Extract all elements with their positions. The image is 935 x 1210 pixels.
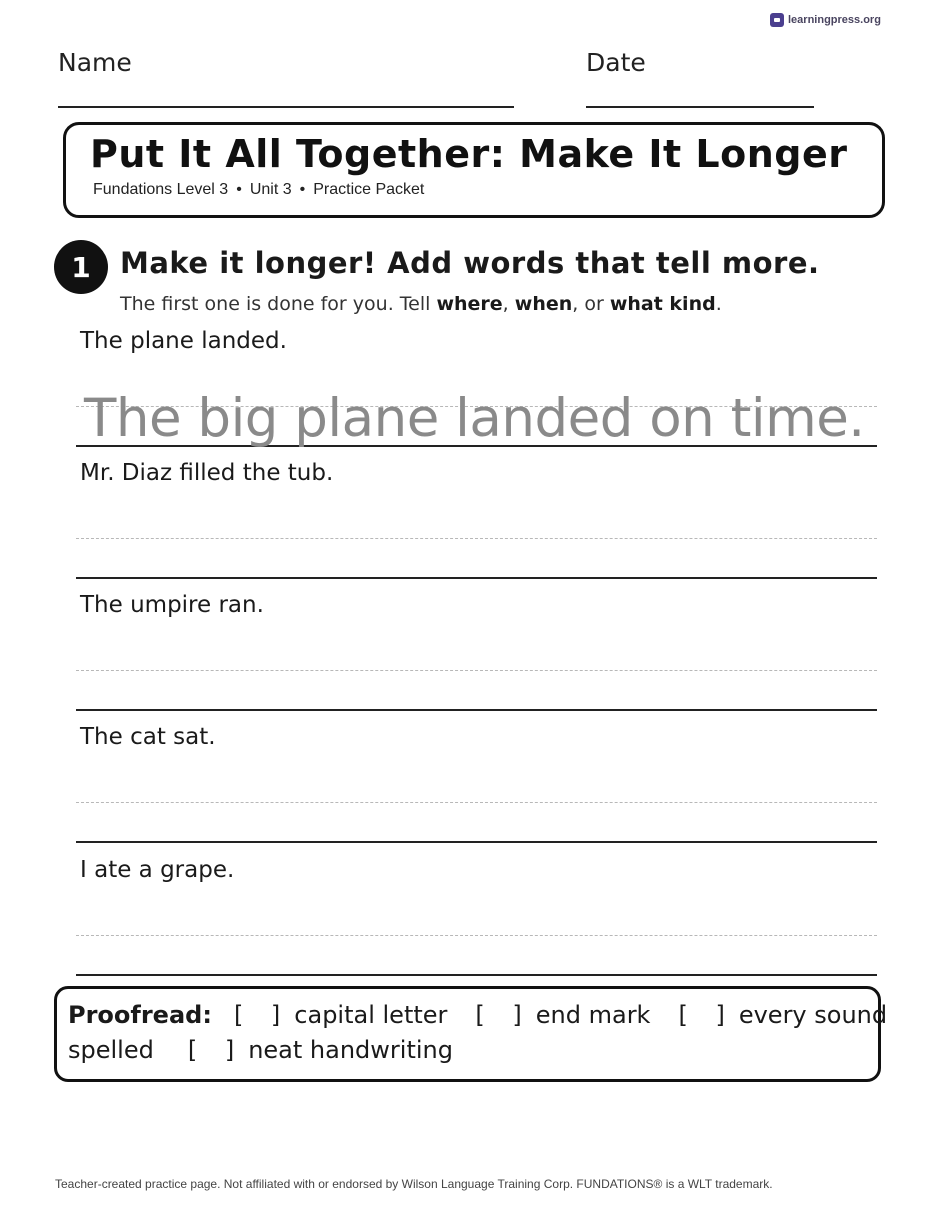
writing-line[interactable] xyxy=(76,709,877,711)
subtitle-unit: Unit 3 xyxy=(249,181,292,198)
subtitle-separator: • xyxy=(299,181,306,198)
exercise-item xyxy=(76,460,877,592)
name-label: Name xyxy=(58,48,132,77)
checklist-end-mark[interactable] xyxy=(475,1001,650,1029)
site-logo xyxy=(770,13,881,27)
midline xyxy=(76,538,877,539)
check-label: every sound xyxy=(738,1001,888,1029)
example-answer: The big plane landed on time. xyxy=(84,388,865,449)
checkbox[interactable]: [ ] xyxy=(187,1036,245,1064)
proofread-row xyxy=(68,1001,915,1029)
section-instructions xyxy=(120,293,722,315)
check-label: capital letter xyxy=(294,1001,448,1029)
section-heading: Make it longer! Add words that tell more. xyxy=(120,246,820,280)
keyword-when: when xyxy=(514,293,573,315)
date-line[interactable] xyxy=(586,106,814,108)
checklist-every-sound[interactable] xyxy=(678,1001,887,1029)
date-label: Date xyxy=(586,48,646,77)
page-title: Put It All Together: Make It Longer xyxy=(90,132,848,176)
midline xyxy=(76,935,877,936)
sentence-prompt: I ate a grape. xyxy=(80,857,235,883)
subtitle-level: Fundations Level 3 xyxy=(93,181,229,198)
checklist-neat-handwriting[interactable] xyxy=(188,1036,453,1064)
exercise-item xyxy=(76,592,877,724)
sentence-prompt: The cat sat. xyxy=(80,724,216,750)
writing-line[interactable] xyxy=(76,841,877,843)
exercise-item xyxy=(76,724,877,856)
checkbox[interactable]: [ ] xyxy=(475,1001,532,1029)
page-subtitle xyxy=(93,181,424,199)
subtitle-separator: • xyxy=(236,181,242,198)
instructions-lead: The first one is done for you. Tell xyxy=(120,293,437,315)
checkbox[interactable]: [ ] xyxy=(233,1001,291,1029)
book-icon xyxy=(770,13,784,27)
check-label: end mark xyxy=(535,1001,651,1029)
instructions-or: , or xyxy=(572,293,610,315)
writing-line[interactable] xyxy=(76,577,877,579)
footer-disclaimer: Teacher-created practice page. Not affiliated with or endorsed by Wilson Language Training Corp. FUNDATIONS® is a WLT trademark. xyxy=(55,1177,773,1191)
exercise-item xyxy=(76,328,877,460)
name-line[interactable] xyxy=(58,106,514,108)
sentence-prompt: The plane landed. xyxy=(80,328,287,354)
check-label-continued: spelled xyxy=(68,1036,154,1064)
checklist-capital-letter[interactable] xyxy=(234,1001,447,1029)
check-label: neat handwriting xyxy=(248,1036,453,1064)
writing-line[interactable] xyxy=(76,974,877,976)
midline xyxy=(76,802,877,803)
checkbox[interactable]: [ ] xyxy=(678,1001,735,1029)
sentence-prompt: The umpire ran. xyxy=(80,592,264,618)
logo-text: learningpress.org xyxy=(788,14,881,26)
sentence-prompt: Mr. Diaz filled the tub. xyxy=(80,460,334,486)
instructions-end: . xyxy=(715,293,722,315)
subtitle-packet: Practice Packet xyxy=(313,181,425,198)
exercise-item xyxy=(76,857,877,989)
instructions-comma: , xyxy=(502,293,515,315)
section-number-badge: 1 xyxy=(54,240,108,294)
proofread-row xyxy=(68,1036,481,1064)
keyword-where: where xyxy=(436,293,503,315)
proofread-label: Proofread: xyxy=(68,1001,212,1029)
keyword-what-kind: what kind xyxy=(609,293,716,315)
midline xyxy=(76,670,877,671)
